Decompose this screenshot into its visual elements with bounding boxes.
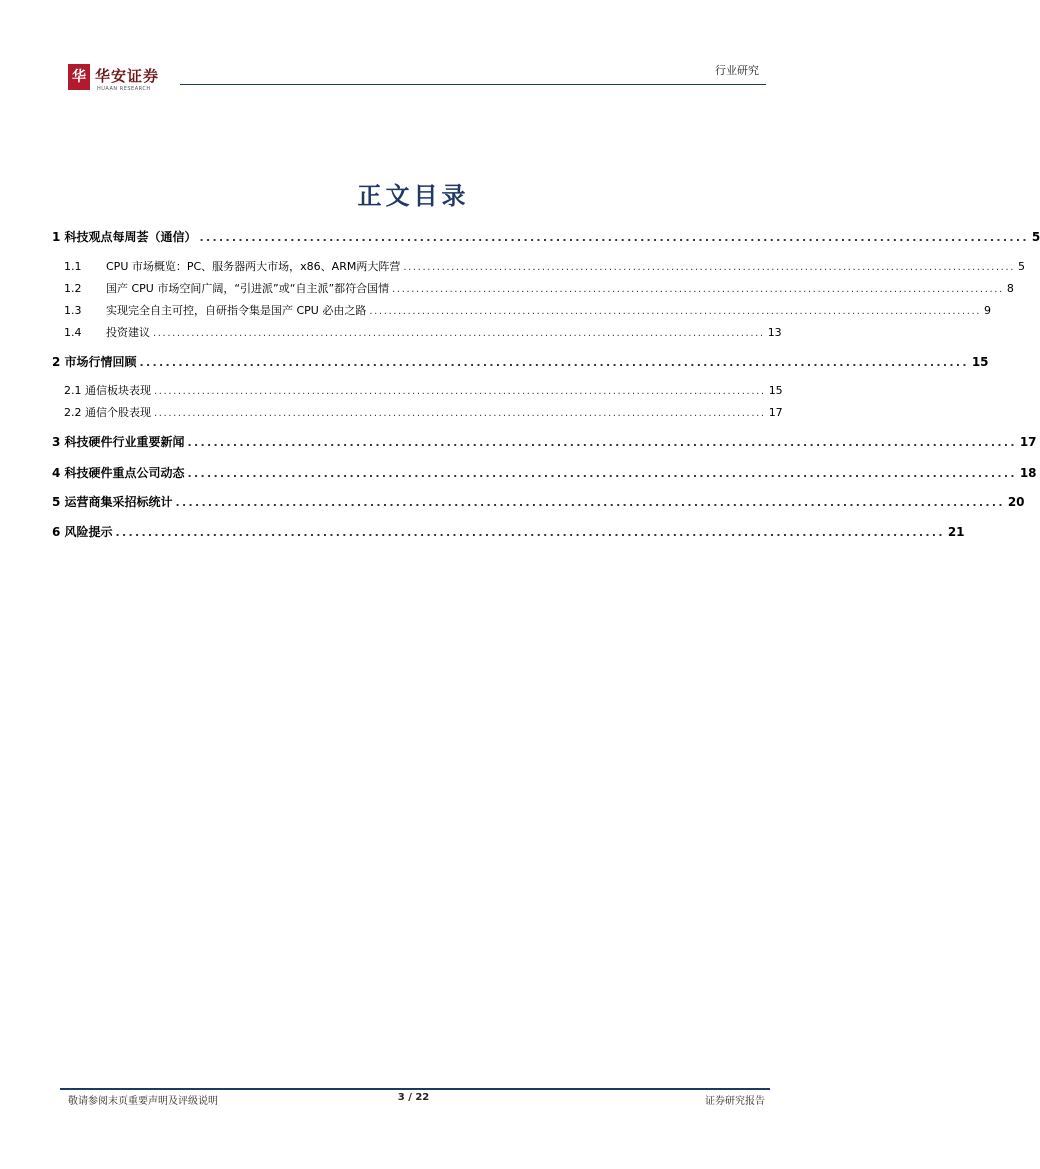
toc-page-number: 21	[947, 525, 965, 539]
toc-leader-dots: ................................................................................................................................	[199, 231, 1029, 244]
toc-page-number: 5	[1031, 230, 1040, 244]
toc-leader-dots: ................................................................................................................................	[153, 328, 765, 339]
toc-title: 正文目录	[357, 181, 470, 210]
toc-page-number: 8	[1006, 282, 1014, 295]
toc-leader-dots: ................................................................................................................................	[392, 284, 1004, 295]
footer-page-number: 3 / 22	[397, 1092, 430, 1103]
toc-leader-dots: ................................................................................................................................	[369, 306, 982, 317]
toc-entry-label: 2 市场行情回顾	[52, 355, 137, 369]
logo-english-name: HUAAN RESEARCH	[97, 86, 151, 92]
toc-entry-label: 3 科技硬件行业重要新闻	[52, 435, 185, 449]
report-category: 行业研究	[715, 64, 759, 77]
toc-entry-1-2[interactable]	[64, 280, 1014, 296]
toc-entry-1-1[interactable]	[64, 258, 1026, 274]
toc-page-number: 17	[1019, 435, 1037, 449]
toc-page-number: 13	[767, 326, 782, 339]
footer-divider	[60, 1088, 770, 1090]
footer-doc-type: 证券研究报告	[705, 1096, 765, 1107]
toc-page-number: 9	[984, 304, 992, 317]
toc-page-number: 18	[1019, 466, 1037, 480]
toc-entry-label: 6 风险提示	[52, 525, 113, 539]
toc-entry-1-4[interactable]	[64, 324, 782, 340]
toc-entry-label: 2.1 通信板块表现	[64, 384, 151, 397]
toc-entry-label: 2.2 通信个股表现	[64, 406, 151, 419]
toc-entry-6[interactable]	[52, 523, 965, 540]
logo-name: 华安证券	[95, 67, 160, 85]
toc-leader-dots: ................................................................................................................................	[187, 467, 1017, 480]
toc-entry-label: 投资建议	[106, 326, 150, 339]
toc-entry-label: 4 科技硬件重点公司动态	[52, 466, 185, 480]
header-divider	[180, 84, 766, 85]
footer-disclaimer: 敬请参阅末页重要声明及评级说明	[68, 1096, 218, 1107]
toc-entry-3[interactable]	[52, 433, 1037, 450]
toc-entry-1-3[interactable]	[64, 302, 992, 318]
toc-entry-1[interactable]	[52, 228, 1040, 245]
toc-leader-dots: ................................................................................................................................	[154, 408, 766, 419]
toc-page-number: 17	[768, 406, 783, 419]
toc-page-number: 5	[1018, 260, 1026, 273]
toc-entry-number: 1.1	[64, 260, 82, 273]
company-logo	[68, 64, 168, 96]
toc-entry-number: 1.3	[64, 304, 82, 317]
toc-entry-label: 1 科技观点每周荟（通信）	[52, 230, 197, 244]
toc-entry-2[interactable]	[52, 353, 989, 370]
toc-page-number: 15	[971, 355, 989, 369]
toc-leader-dots: ................................................................................................................................	[403, 262, 1016, 273]
toc-entry-label: 国产 CPU 市场空间广阔，“引进派”或“自主派”都符合国情	[106, 282, 390, 295]
toc-leader-dots: ................................................................................................................................	[187, 436, 1017, 449]
toc-entry-2-2[interactable]	[64, 404, 783, 420]
toc-leader-dots: ................................................................................................................................	[115, 526, 945, 539]
toc-page-number: 20	[1007, 495, 1025, 509]
toc-entry-label: 5 运营商集采招标统计	[52, 495, 173, 509]
toc-entry-5[interactable]	[52, 493, 1025, 510]
toc-entry-4[interactable]	[52, 464, 1037, 481]
logo-seal-icon: 华	[68, 64, 90, 90]
toc-leader-dots: ................................................................................................................................	[154, 386, 766, 397]
toc-entry-label: CPU 市场概览：PC、服务器两大市场，x86、ARM两大阵营	[106, 260, 401, 273]
toc-leader-dots: ................................................................................................................................	[139, 356, 969, 369]
toc-entry-number: 1.2	[64, 282, 82, 295]
toc-page-number: 15	[768, 384, 783, 397]
toc-leader-dots: ................................................................................................................................	[175, 496, 1005, 509]
toc-entry-label: 实现完全自主可控，自研指令集是国产 CPU 必由之路	[106, 304, 367, 317]
toc-entry-2-1[interactable]	[64, 382, 783, 398]
toc-entry-number: 1.4	[64, 326, 82, 339]
